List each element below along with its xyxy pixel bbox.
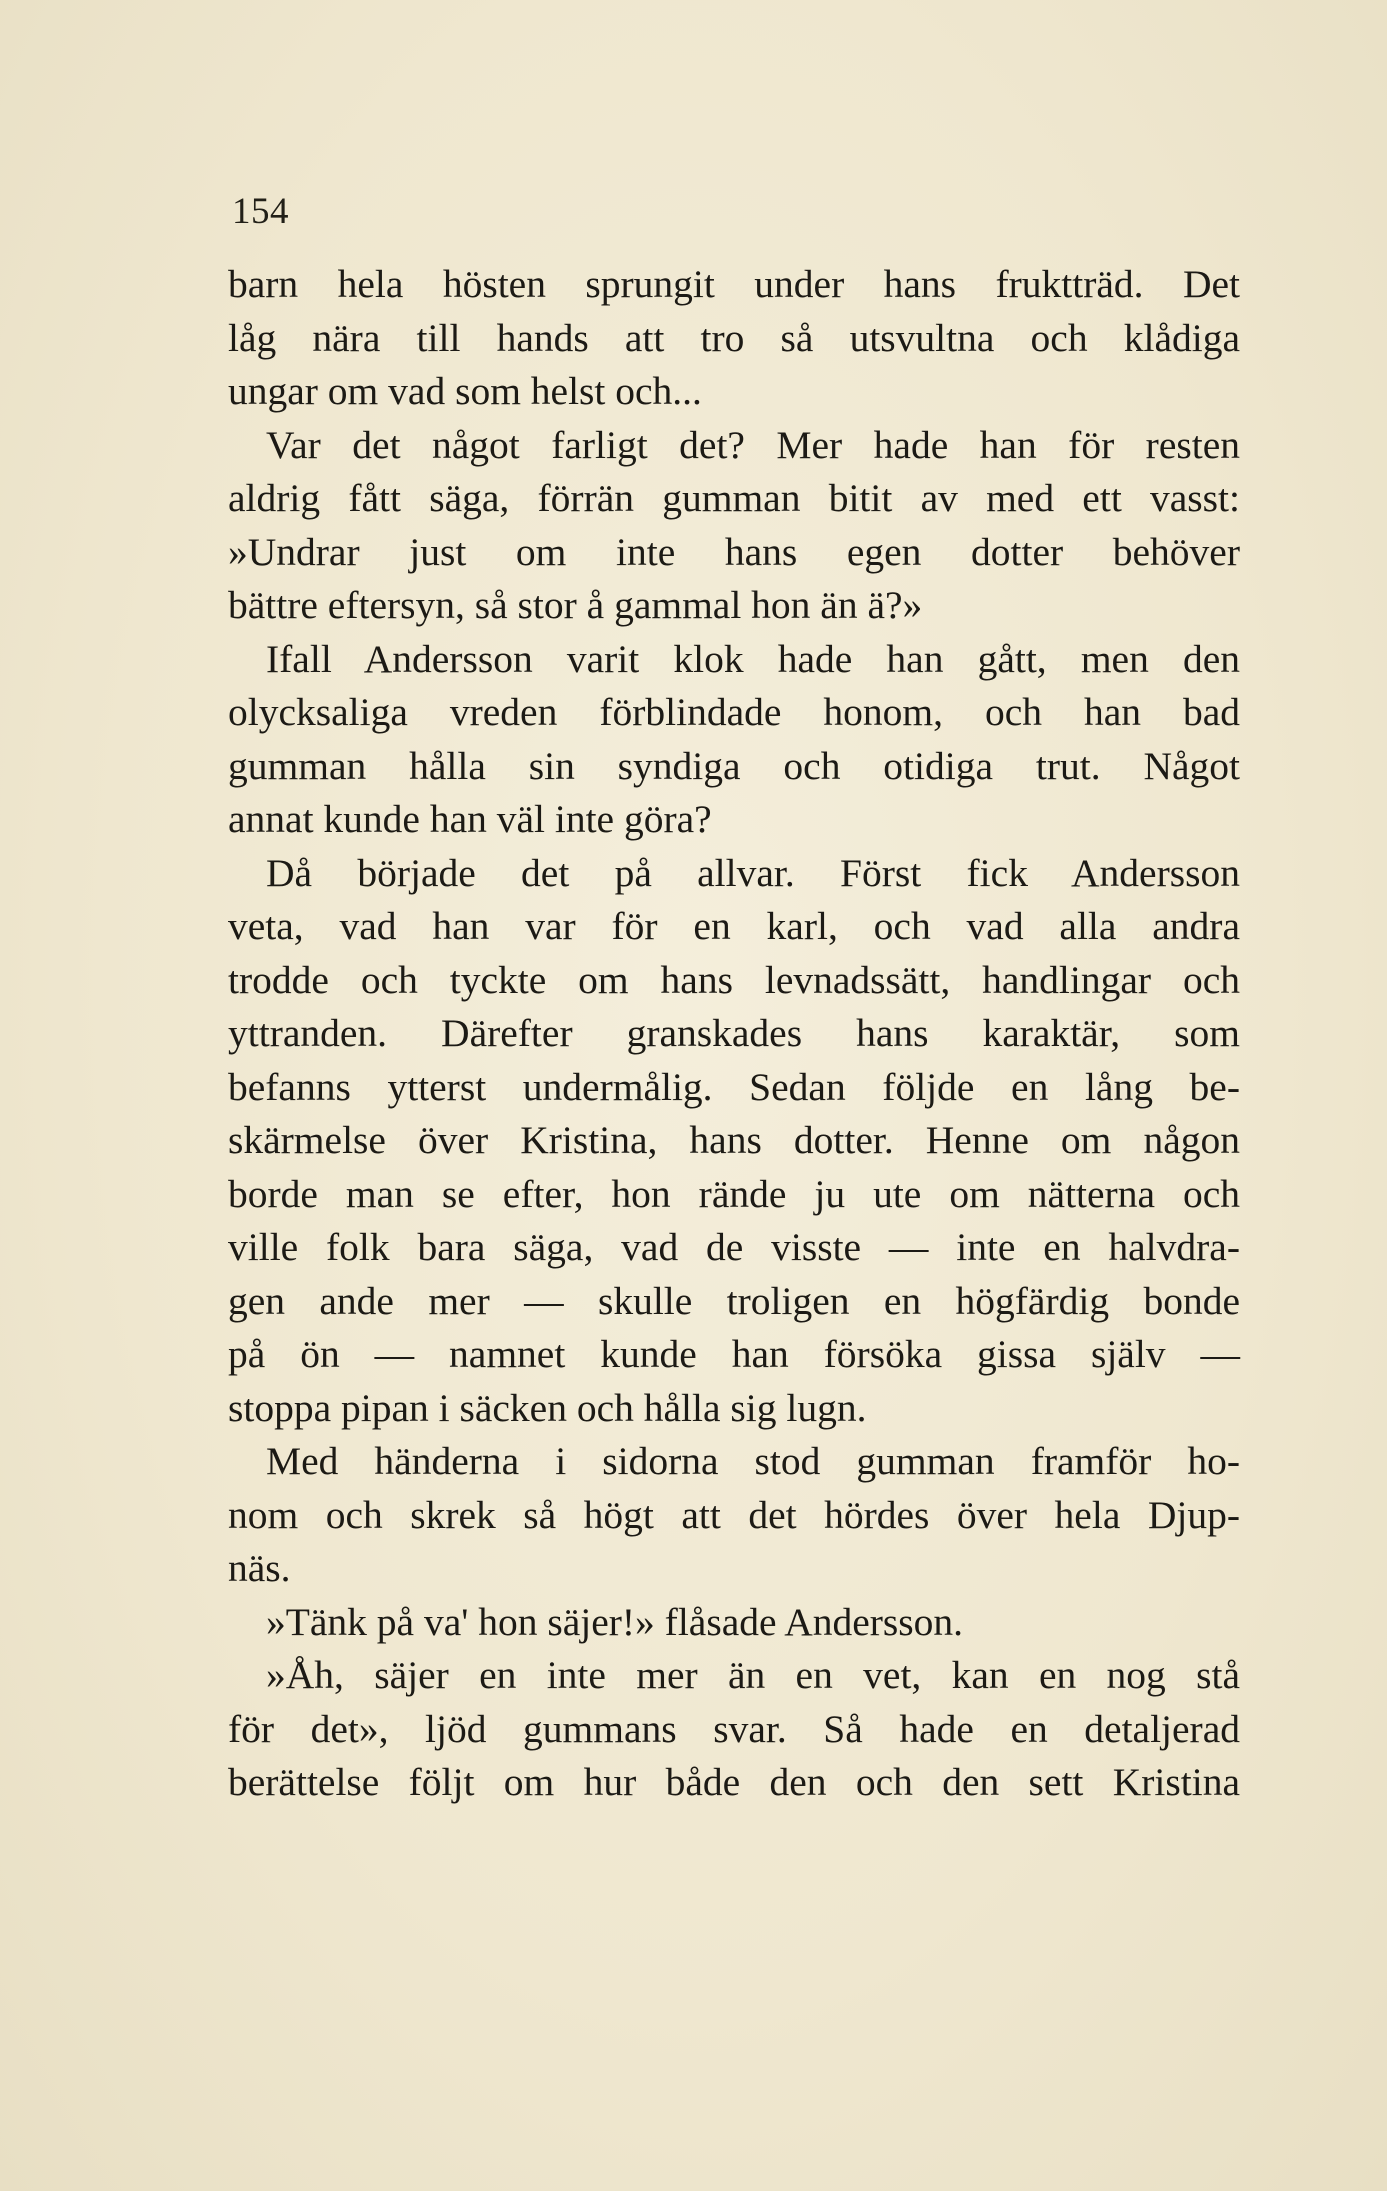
text-line: veta, vad han var för en karl, och vad alla andra [228, 904, 1240, 948]
text-line: borde man se efter, hon rände ju ute om nätterna och [228, 1171, 1240, 1216]
text-line: aldrig fått säga, förrän gumman bitit av med ett vasst: [228, 476, 1240, 520]
text-line: för det», ljöd gummans svar. Så hade en detaljerad [228, 1706, 1240, 1751]
text-line: ville folk bara säga, vad de visste — inte en halvdra- [228, 1225, 1240, 1269]
text-line: Då började det på allvar. Först fick Andersson [266, 850, 1240, 895]
text-line: gen ande mer — skulle troligen en högfärdig bonde [228, 1278, 1240, 1323]
text-line: olycksaliga vreden förblindade honom, och han bad [228, 690, 1240, 734]
text-line: gumman hålla sin syndiga och otidiga trut. Något [228, 743, 1240, 788]
text-line: ungar om vad som helst och... [228, 369, 702, 413]
text-line: »Tänk på va' hon säjer!» flåsade Andersson. [266, 1599, 964, 1644]
text-line: skärmelse över Kristina, hans dotter. Henne om någon [228, 1118, 1240, 1162]
text-line: trodde och tyckte om hans levnadssätt, handlingar och [228, 957, 1240, 1002]
text-line: låg nära till hands att tro så utsvultna och klådiga [228, 315, 1240, 360]
page-number: 154 [232, 191, 289, 232]
text-line: berättelse följt om hur både den och den sett Kristina [228, 1760, 1240, 1804]
text-line: befanns ytterst undermålig. Sedan följde en lång be- [228, 1064, 1240, 1109]
text-line: nom och skrek så högt att det hördes över hela Djup- [228, 1492, 1240, 1537]
text-line: Ifall Andersson varit klok hade han gått, men den [266, 636, 1240, 681]
text-line: bättre eftersyn, så stor å gammal hon än ä?» [228, 583, 923, 627]
text-line: annat kunde han väl inte göra? [228, 797, 712, 841]
text-line: Var det något farligt det? Mer hade han för resten [266, 422, 1240, 467]
text-line: »Åh, säjer en inte mer än en vet, kan en nog stå [266, 1653, 1240, 1697]
text-line: stoppa pipan i säcken och hålla sig lugn. [228, 1385, 867, 1430]
text-line: »Undrar just om inte hans egen dotter behöver [228, 529, 1240, 574]
text-line: på ön — namnet kunde han försöka gissa själv — [228, 1332, 1240, 1376]
text-line: näs. [228, 1546, 291, 1590]
body-text [228, 258, 1240, 1810]
text-line: Med händerna i sidorna stod gumman framför ho- [266, 1439, 1240, 1483]
text-line: yttranden. Därefter granskades hans karaktär, som [228, 1011, 1240, 1055]
text-line: barn hela hösten sprungit under hans fruktträd. Det [228, 262, 1240, 306]
